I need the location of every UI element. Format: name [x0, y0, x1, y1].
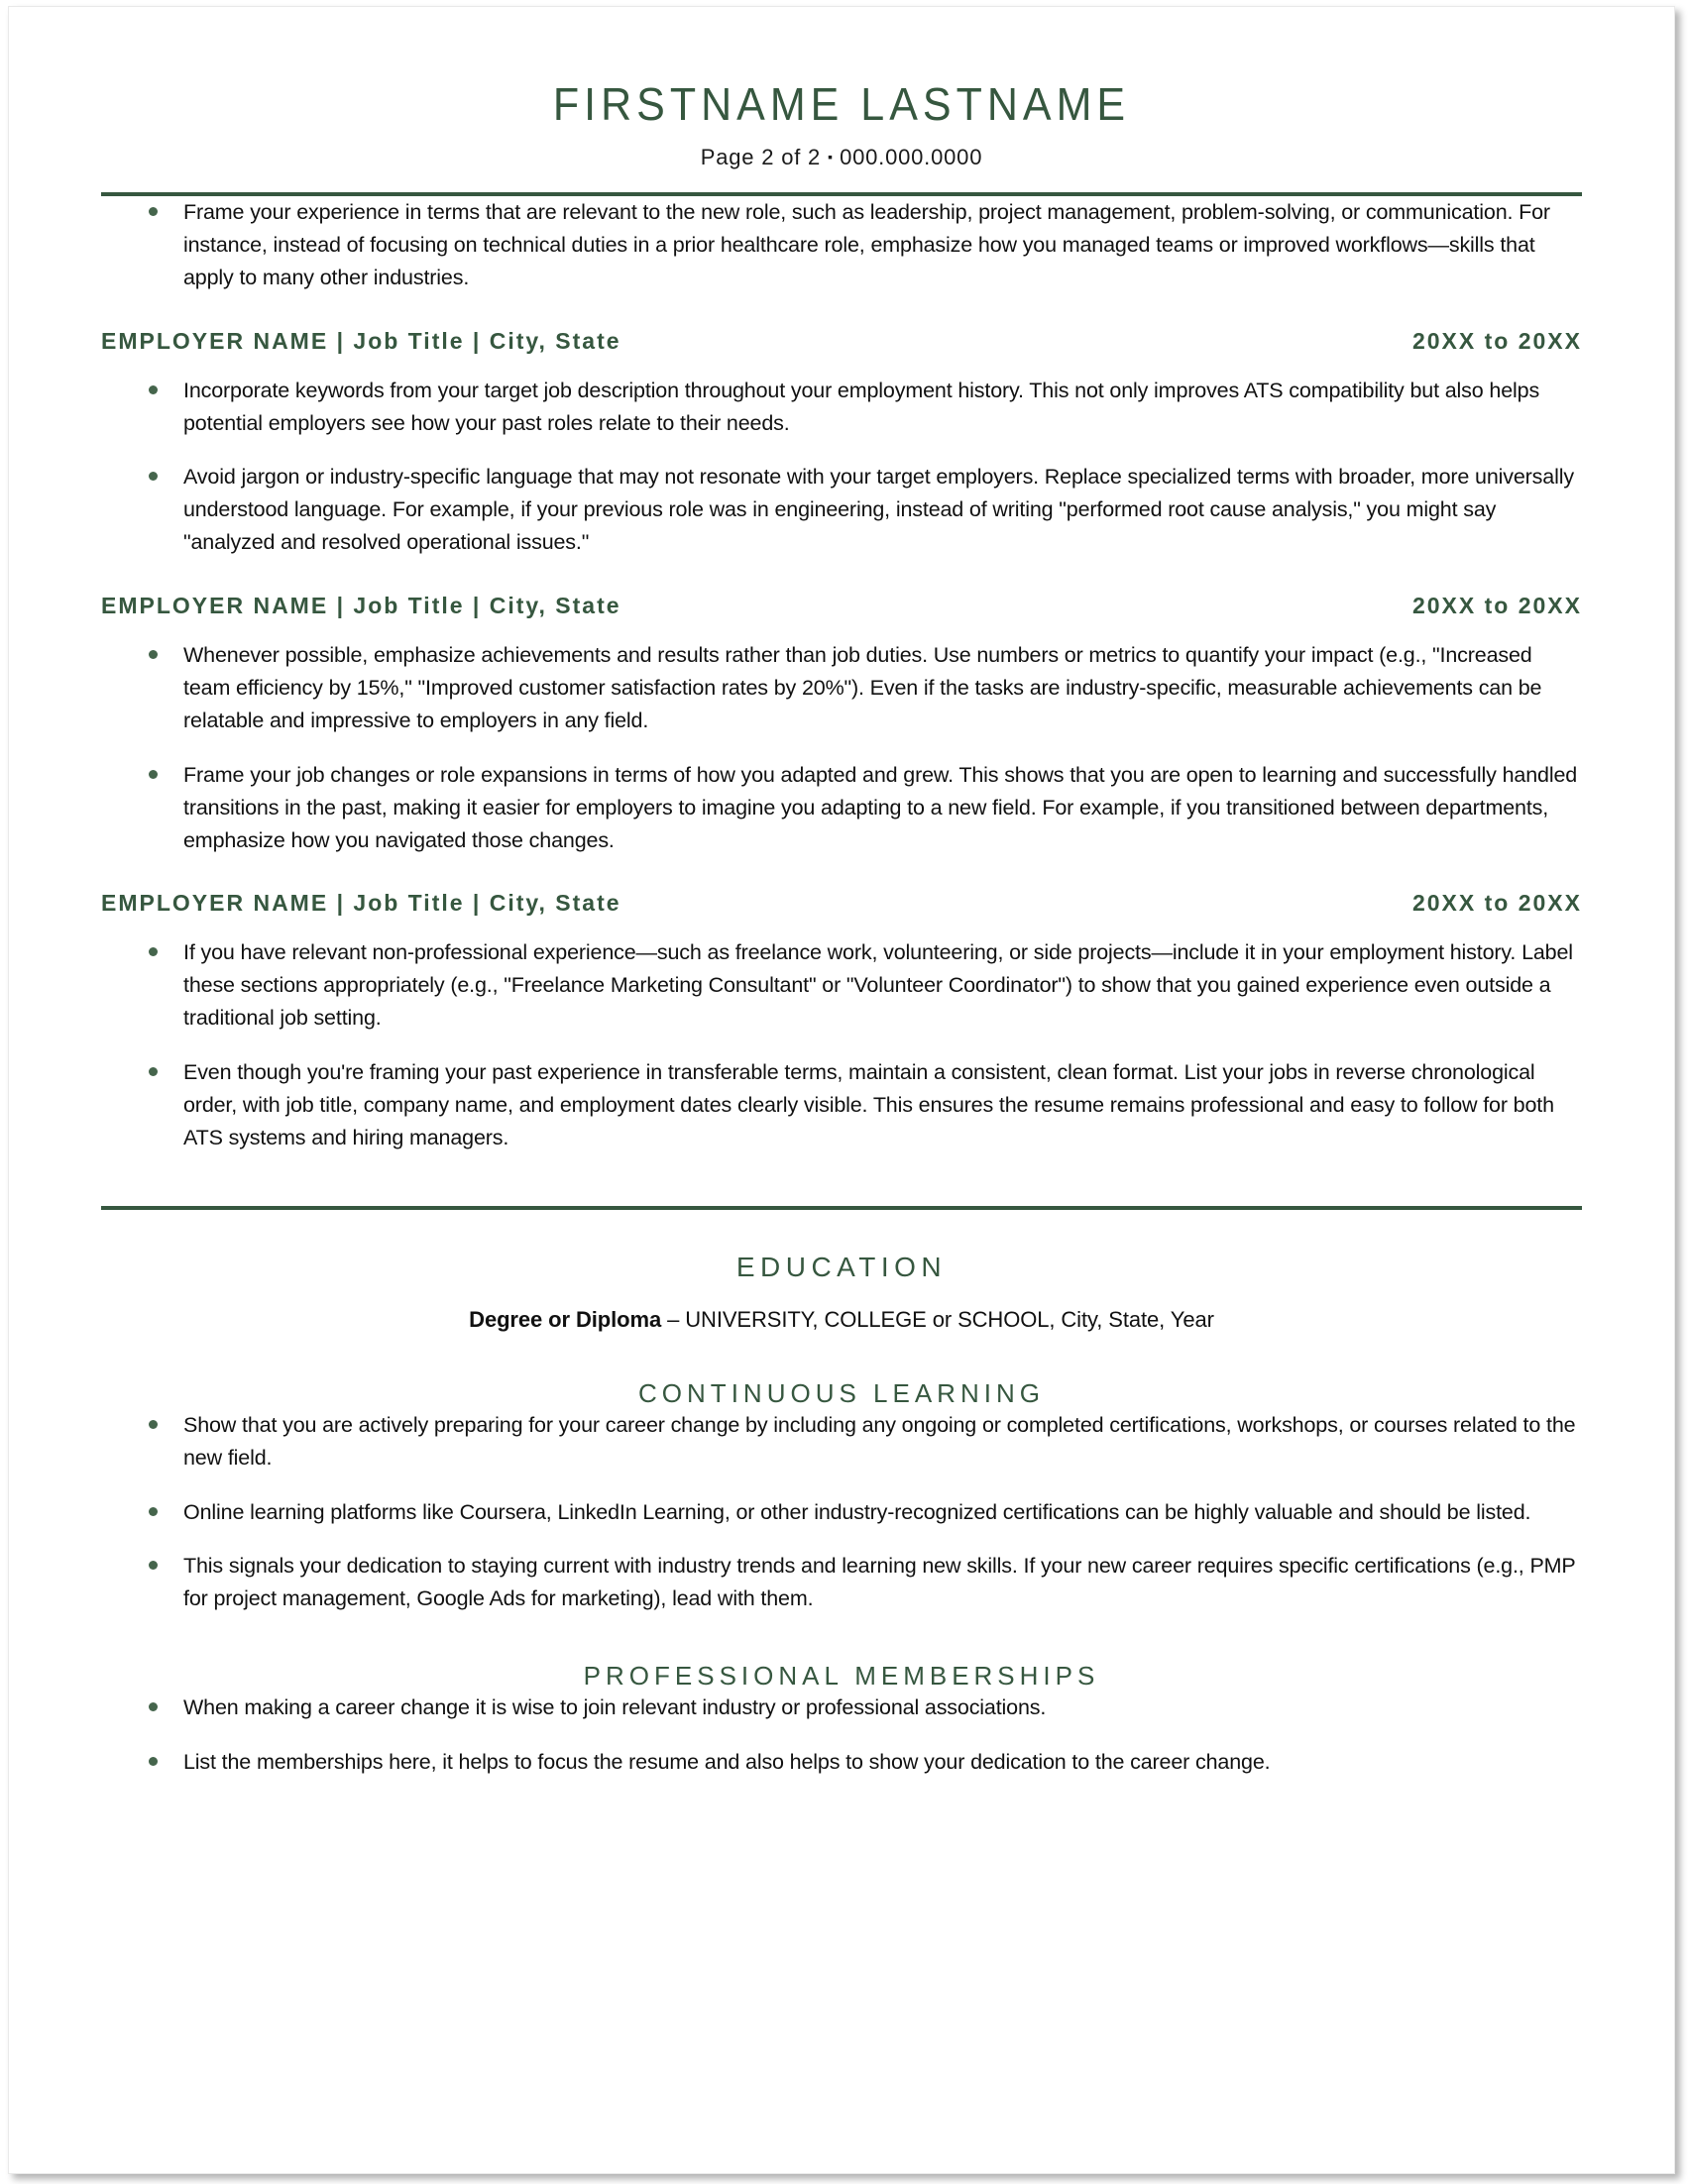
bullet-dot-icon [149, 1067, 158, 1076]
list-item [101, 1056, 1582, 1154]
employer-title-location: EMPLOYER NAME | Job Title | City, State [101, 890, 621, 917]
list-item [101, 936, 1582, 1035]
resume-page [8, 6, 1675, 2174]
list-item [101, 1746, 1582, 1779]
bullet-dot-icon [149, 947, 158, 956]
employer-title-location: EMPLOYER NAME | Job Title | City, State [101, 327, 621, 354]
bullet-dot-icon [149, 1561, 158, 1570]
list-item [101, 759, 1582, 857]
experience-heading [101, 890, 1582, 917]
intro-bullet-list [101, 196, 1582, 294]
experience-bullet-list [101, 375, 1582, 559]
bullet-text: If you have relevant non-professional experience—such as freelance work, volunteering, or side projects—include it in your employment history. Label these sections appropriately (e.g., "Freelance Marketing Consultant" or "Volunteer Coordinator") to show that you gained experience even outside a traditional job setting. [183, 940, 1573, 1031]
employment-dates: 20XX to 20XX [1411, 593, 1582, 619]
bullet-dot-icon [149, 650, 158, 659]
bullet-dot-icon [149, 207, 158, 216]
experience-bullet-list [101, 639, 1582, 856]
bullet-dot-icon [149, 385, 158, 394]
page-title: FIRSTNAME LASTNAME [552, 79, 1131, 131]
professional-memberships-bullet-list [101, 1692, 1582, 1779]
document-header [9, 7, 1674, 196]
bullet-text: Frame your job changes or role expansions in terms of how you adapted and grew. This shows that you are open to learning and successfully handled transitions in the past, making it easier for employers to imagine you adapting to a new field. For example, if you transitioned between departments, emphasize how you navigated those changes. [183, 762, 1578, 852]
list-item [101, 196, 1582, 294]
bullet-text: List the memberships here, it helps to focus the resume and also helps to show your dedication to the career change. [183, 1750, 1271, 1775]
bullet-separator-icon: ▪ [828, 149, 834, 164]
list-item [101, 639, 1582, 737]
section-divider-wrapper [9, 1206, 1674, 1210]
section-heading-continuous-learning: CONTINUOUS LEARNING [638, 1377, 1045, 1408]
bullet-text: Show that you are actively preparing for your career change by including any ongoing or completed certifications, workshops, or courses related to the new field. [183, 1412, 1576, 1470]
education-entry [101, 1307, 1582, 1333]
experience-bullet-list [101, 936, 1582, 1153]
experience-heading [101, 593, 1582, 619]
list-item [101, 375, 1582, 440]
bullet-text: Whenever possible, emphasize achievements and results rather than job duties. Use numbers or metrics to quantify your impact (e.g., "Increased team efficiency by 15%," "Improved customer satisfaction rates by 20%"). Even if the tasks are industry-specific, measurable achievements can be relatable and impressive to employers in any field. [183, 643, 1542, 732]
section-heading-professional-memberships: PROFESSIONAL MEMBERSHIPS [583, 1661, 1100, 1692]
bullet-text: Frame your experience in terms that are relevant to the new role, such as leadership, project management, problem-solving, or communication. For instance, instead of focusing on technical duties in a prior healthcare role, emphasize how you managed teams or improved workflows—skills that apply to many other industries. [183, 200, 1550, 289]
experience-heading [101, 328, 1582, 355]
bullet-dot-icon [149, 1507, 158, 1516]
phone-number: 000.000.0000 [840, 145, 983, 169]
list-item [101, 1692, 1582, 1724]
header-contact-line [9, 145, 1674, 170]
lower-sections [9, 1252, 1674, 1779]
bullet-text: Avoid jargon or industry-specific language that may not resonate with your target employers. Replace specialized terms with broader, more universally understood language. For example, if your previous role was in engineering, instead of writing "performed root cause analysis," you might say "analyzed and resolved operational issues." [183, 465, 1574, 555]
bullet-text: This signals your dedication to staying current with industry trends and learning new skills. If your new career requires specific certifications (e.g., PMP for project management, Google Ads for marketing), lead with them. [183, 1554, 1576, 1611]
bullet-dot-icon [149, 1702, 158, 1711]
employment-dates: 20XX to 20XX [1411, 327, 1582, 354]
section-heading-education: EDUCATION [735, 1251, 948, 1282]
list-item [101, 1409, 1582, 1474]
list-item [101, 1496, 1582, 1529]
bullet-dot-icon [149, 1420, 158, 1429]
degree-label: Degree or Diploma [469, 1306, 662, 1332]
bullet-dot-icon [149, 472, 158, 481]
degree-institution: – UNIVERSITY, COLLEGE or SCHOOL, City, State, Year [661, 1306, 1214, 1332]
section-divider [101, 1206, 1582, 1210]
bullet-text: Online learning platforms like Coursera, LinkedIn Learning, or other industry-recognized certifications can be highly valuable and should be listed. [183, 1499, 1531, 1524]
page-number-label: Page 2 of 2 [700, 145, 822, 169]
bullet-text: Even though you're framing your past experience in transferable terms, maintain a consistent, clean format. List your jobs in reverse chronological order, with job title, company name, and employment dates clearly visible. This ensures the resume remains professional and easy to follow for both ATS systems and hiring managers. [183, 1060, 1554, 1149]
bullet-dot-icon [149, 770, 158, 779]
list-item [101, 1550, 1582, 1615]
bullet-dot-icon [149, 1757, 158, 1766]
employer-title-location: EMPLOYER NAME | Job Title | City, State [101, 593, 621, 619]
continuous-learning-bullet-list [101, 1409, 1582, 1615]
employment-dates: 20XX to 20XX [1411, 890, 1582, 917]
bullet-text: Incorporate keywords from your target job description throughout your employment history. This not only improves ATS compatibility but also helps potential employers see how your past roles relate to their needs. [183, 378, 1540, 435]
list-item [101, 461, 1582, 559]
bullet-text: When making a career change it is wise to join relevant industry or professional associations. [183, 1695, 1047, 1720]
document-body [9, 196, 1674, 1154]
